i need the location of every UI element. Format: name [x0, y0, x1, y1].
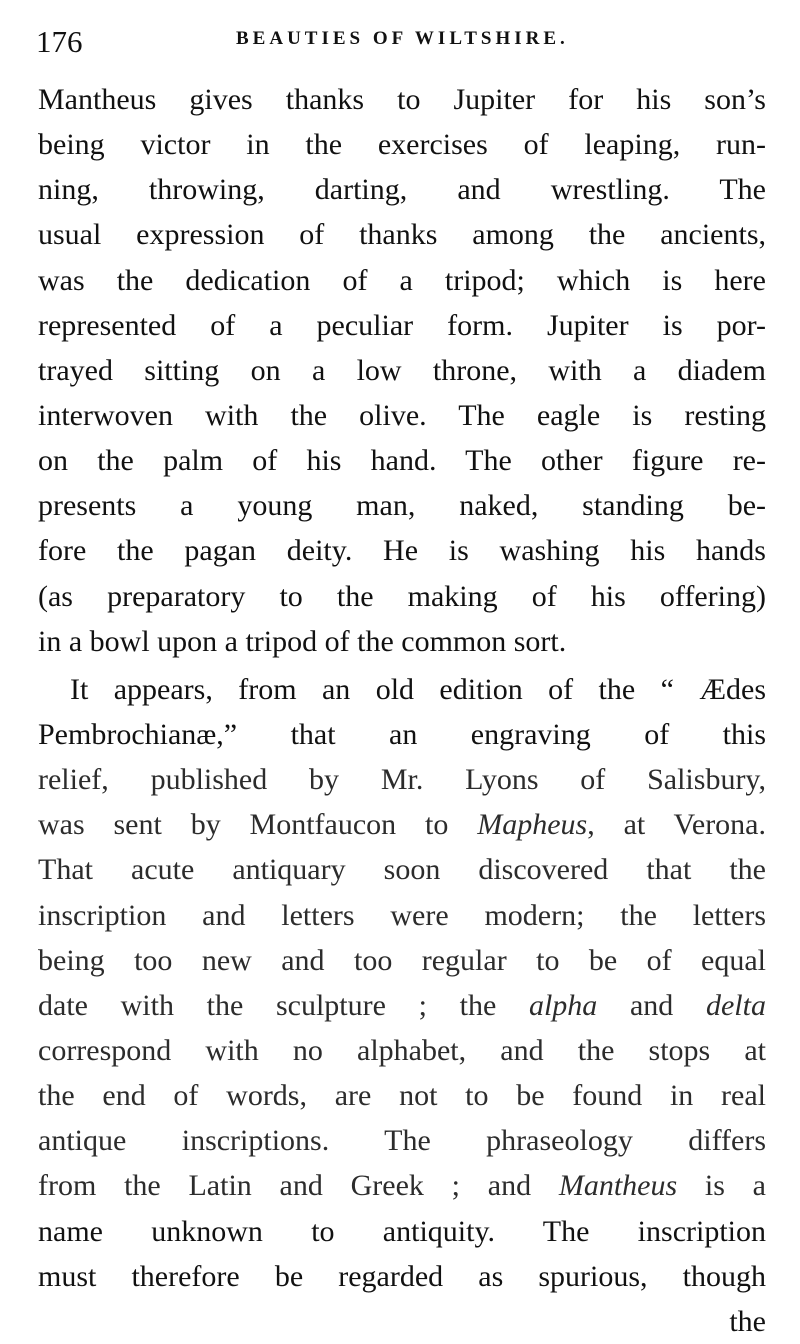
italic-word: delta	[705, 988, 766, 1022]
text-line	[38, 1163, 766, 1208]
text-line: It appears, from an old edition of the “ Ædes	[70, 672, 766, 706]
text-run: is a	[677, 1169, 766, 1203]
text-line: Mantheus gives thanks to Jupiter for his son’s	[38, 83, 766, 116]
text-line	[38, 802, 766, 847]
page-number: 176	[36, 23, 83, 59]
text-line: (as preparatory to the making of his offering)	[38, 579, 766, 613]
text-line: usual expression of thanks among the ancients,	[38, 218, 766, 252]
text-line: interwoven with the olive. The eagle is resting	[38, 398, 766, 432]
text-run: and	[597, 988, 706, 1022]
text-line: was the dedication of a tripod; which is here	[38, 263, 766, 297]
text-line: inscription and letters were modern; the letters	[38, 898, 766, 932]
text-line: name unknown to antiquity. The inscription	[38, 1214, 766, 1248]
text-line: in a bowl upon a tripod of the common sort.	[38, 624, 567, 658]
text-line: antique inscriptions. The phraseology differs	[38, 1124, 766, 1158]
text-line: That acute antiquary soon discovered that the	[38, 853, 766, 887]
text-line: fore the pagan deity. He is washing his hands	[38, 534, 766, 568]
text-line: the end of words, are not to be found in real	[38, 1079, 766, 1113]
text-line: Pembrochianæ,” that an engraving of this	[38, 717, 766, 751]
text-line: correspond with no alphabet, and the stops at	[38, 1033, 766, 1067]
text-line: being too new and too regular to be of equal	[38, 943, 766, 977]
body-text	[38, 77, 766, 1344]
catchword: the	[729, 1304, 766, 1338]
text-line: on the palm of his hand. The other figure re-	[38, 444, 766, 478]
page-header	[36, 16, 764, 66]
text-line: being victor in the exercises of leaping, run-	[38, 128, 766, 162]
italic-word: alpha	[528, 988, 598, 1022]
text-line: must therefore be regarded as spurious, though	[38, 1259, 766, 1293]
text-line: presents a young man, naked, standing be-	[38, 489, 766, 523]
text-run: was sent by Montfaucon to	[38, 808, 478, 842]
text-line: represented of a peculiar form. Jupiter is por-	[38, 308, 766, 342]
text-line	[38, 983, 766, 1028]
text-run: from the Latin and Greek ; and	[38, 1169, 559, 1203]
text-line: relief, published by Mr. Lyons of Salisbury,	[38, 763, 766, 797]
paragraph-2	[38, 667, 766, 1344]
text-run: , at Verona.	[587, 808, 766, 842]
italic-name: Mapheus	[477, 808, 588, 842]
paragraph-1	[38, 77, 766, 664]
italic-name: Mantheus	[558, 1169, 678, 1203]
text-line: ning, throwing, darting, and wrestling. The	[38, 173, 766, 207]
text-line: trayed sitting on a low throne, with a diadem	[38, 353, 766, 387]
text-run: date with the sculpture ; the	[38, 988, 529, 1022]
running-title: BEAUTIES OF WILTSHIRE.	[236, 28, 569, 49]
